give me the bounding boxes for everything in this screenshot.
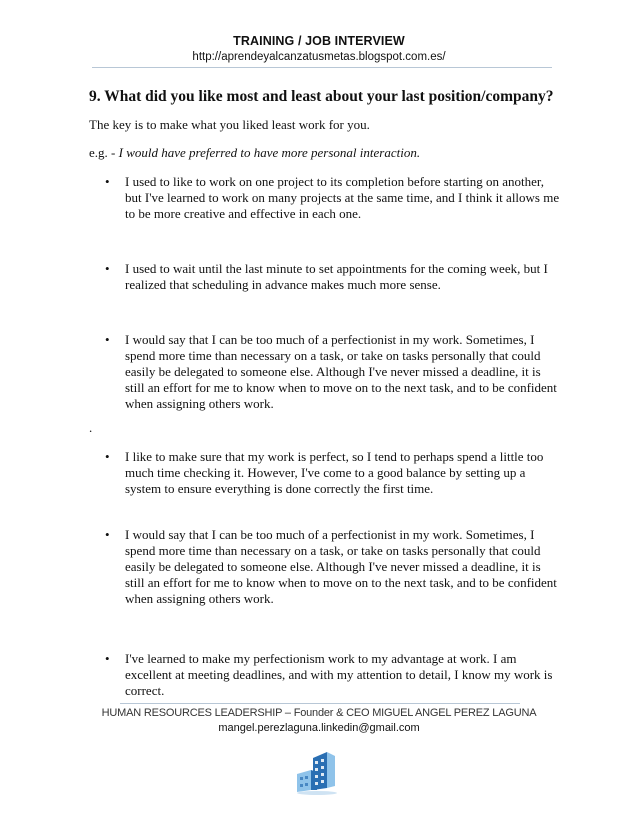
list-item-text: I would say that I can be too much of a perfectionist in my work. Sometimes, I spend more time than necessary on a task, or take on tasks personally that could easily be delegated to someone else. Although I've never missed a deadline, it is still an effort for me to know when to move on to the next task, and to be confident when assigning others work. xyxy=(125,527,557,606)
bullet-icon: • xyxy=(105,332,110,347)
footer-email: mangel.perezlaguna.linkedin@gmail.com xyxy=(218,722,420,734)
question-intro: The key is to make what you liked least work for you. xyxy=(89,117,370,132)
bullet-icon: • xyxy=(105,261,110,276)
list-item-text: I've learned to make my perfectionism work to my advantage at work. I am excellent at meeting deadlines, and with my attention to detail, I know my work is correct. xyxy=(125,651,553,698)
bullet-icon: • xyxy=(105,527,110,542)
stray-mark: . xyxy=(89,420,93,435)
example-prefix: e.g. - xyxy=(89,145,119,160)
example-text: I would have preferred to have more personal interaction. xyxy=(118,145,421,160)
bullet-icon: • xyxy=(105,449,110,464)
question-example xyxy=(89,145,420,161)
header-url: http://aprendeyalcanzatusmetas.blogspot.com.es/ xyxy=(192,51,446,63)
list-item-text: I like to make sure that my work is perfect, so I tend to perhaps spend a little too much time checking it. However, I've come to a good balance by setting up a system to ensure everything is done correctly the first time. xyxy=(125,449,544,496)
question-title: 9. What did you like most and least about your last position/company? xyxy=(89,88,554,105)
bullet-icon: • xyxy=(105,174,110,189)
header-title: TRAINING / JOB INTERVIEW xyxy=(233,34,405,48)
footer-rule xyxy=(120,703,520,704)
list-item-text: I used to like to work on one project to its completion before starting on another, but I've learned to work on many projects at the same time, and I think it allows me to be more creative and effective in each one. xyxy=(125,174,560,221)
footer-credit: HUMAN RESOURCES LEADERSHIP – Founder & CEO MIGUEL ANGEL PEREZ LAGUNA xyxy=(101,707,537,719)
list-item-text: I used to wait until the last minute to set appointments for the coming week, but I realized that scheduling in advance makes much more sense. xyxy=(125,261,548,292)
list-item-text: I would say that I can be too much of a perfectionist in my work. Sometimes, I spend more time than necessary on a task, or take on tasks personally that could easily be delegated to someone else. Although I've never missed a deadline, it is still an effort for me to know when to move on to the next task, and to be confident when assigning others work. xyxy=(125,332,557,411)
buildings-logo-icon xyxy=(293,744,345,796)
bullet-icon: • xyxy=(105,651,110,666)
header-rule xyxy=(92,67,552,68)
